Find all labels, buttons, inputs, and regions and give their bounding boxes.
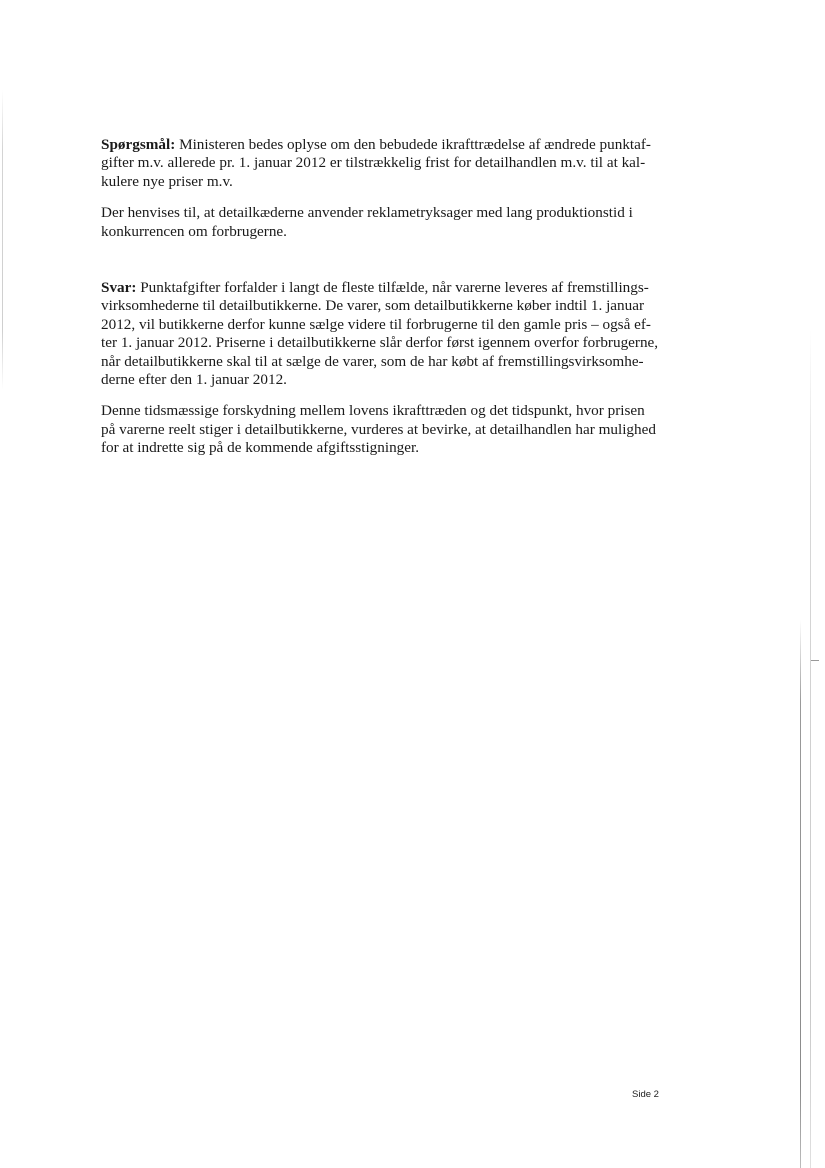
answer-line-1 <box>101 279 671 297</box>
question-line-1 <box>101 136 671 154</box>
page-number: Side 2 <box>632 1089 659 1100</box>
answer-followup-line-1: Denne tidsmæssige forskydning mellem lovens ikrafttræden og det tidspunkt, hvor prisen <box>101 402 645 420</box>
answer-label: Svar: <box>101 279 137 297</box>
answer-line-4: ter 1. januar 2012. Priserne i detailbutikkerne slår derfor først igennem overfor forbrugerne, <box>101 334 659 352</box>
answer-followup-line-2: på varerne reelt stiger i detailbutikkerne, vurderes at bevirke, at detailhandlen har mulighed <box>101 420 656 438</box>
document-body <box>101 136 671 458</box>
answer-followup-paragraph <box>101 402 671 457</box>
question-followup-paragraph <box>101 204 671 241</box>
scan-edge-right <box>800 620 801 1168</box>
answer-paragraph <box>101 279 671 389</box>
question-paragraph <box>101 136 671 191</box>
question-followup-line-1: Der henvises til, at detailkæderne anvender reklametryksager med lang produktionstid i <box>101 204 633 222</box>
question-line-2: gifter m.v. allerede pr. 1. januar 2012 er tilstrækkelig frist for detailhandlen m.v. til at kal- <box>101 154 646 172</box>
scan-edge-left <box>2 90 3 390</box>
scan-tick-mark <box>811 660 819 661</box>
answer-line-6: derne efter den 1. januar 2012. <box>101 371 287 389</box>
answer-followup-line-3: for at indrette sig på de kommende afgiftsstigninger. <box>101 439 420 457</box>
scan-edge-right-faint <box>810 330 811 1168</box>
question-text-1: Ministeren bedes oplyse om den bebudede ikrafttrædelse af ændrede punktaf- <box>175 136 651 153</box>
question-label: Spørgsmål: <box>101 136 176 153</box>
answer-text-1: Punktafgifter forfalder i langt de fleste tilfælde, når varerne leveres af fremstillings- <box>136 279 649 297</box>
answer-line-2: virksomhederne til detailbutikkerne. De varer, som detailbutikkerne køber indtil 1. januar <box>101 297 645 315</box>
question-line-3: kulere nye priser m.v. <box>101 172 233 190</box>
question-followup-line-2: konkurrencen om forbrugerne. <box>101 222 287 240</box>
answer-line-3: 2012, vil butikkerne derfor kunne sælge videre til forbrugerne til den gamle pris – også ef- <box>101 315 651 333</box>
answer-line-5: når detailbutikkerne skal til at sælge de varer, som de har købt af fremstillingsvirksomhe- <box>101 352 644 370</box>
